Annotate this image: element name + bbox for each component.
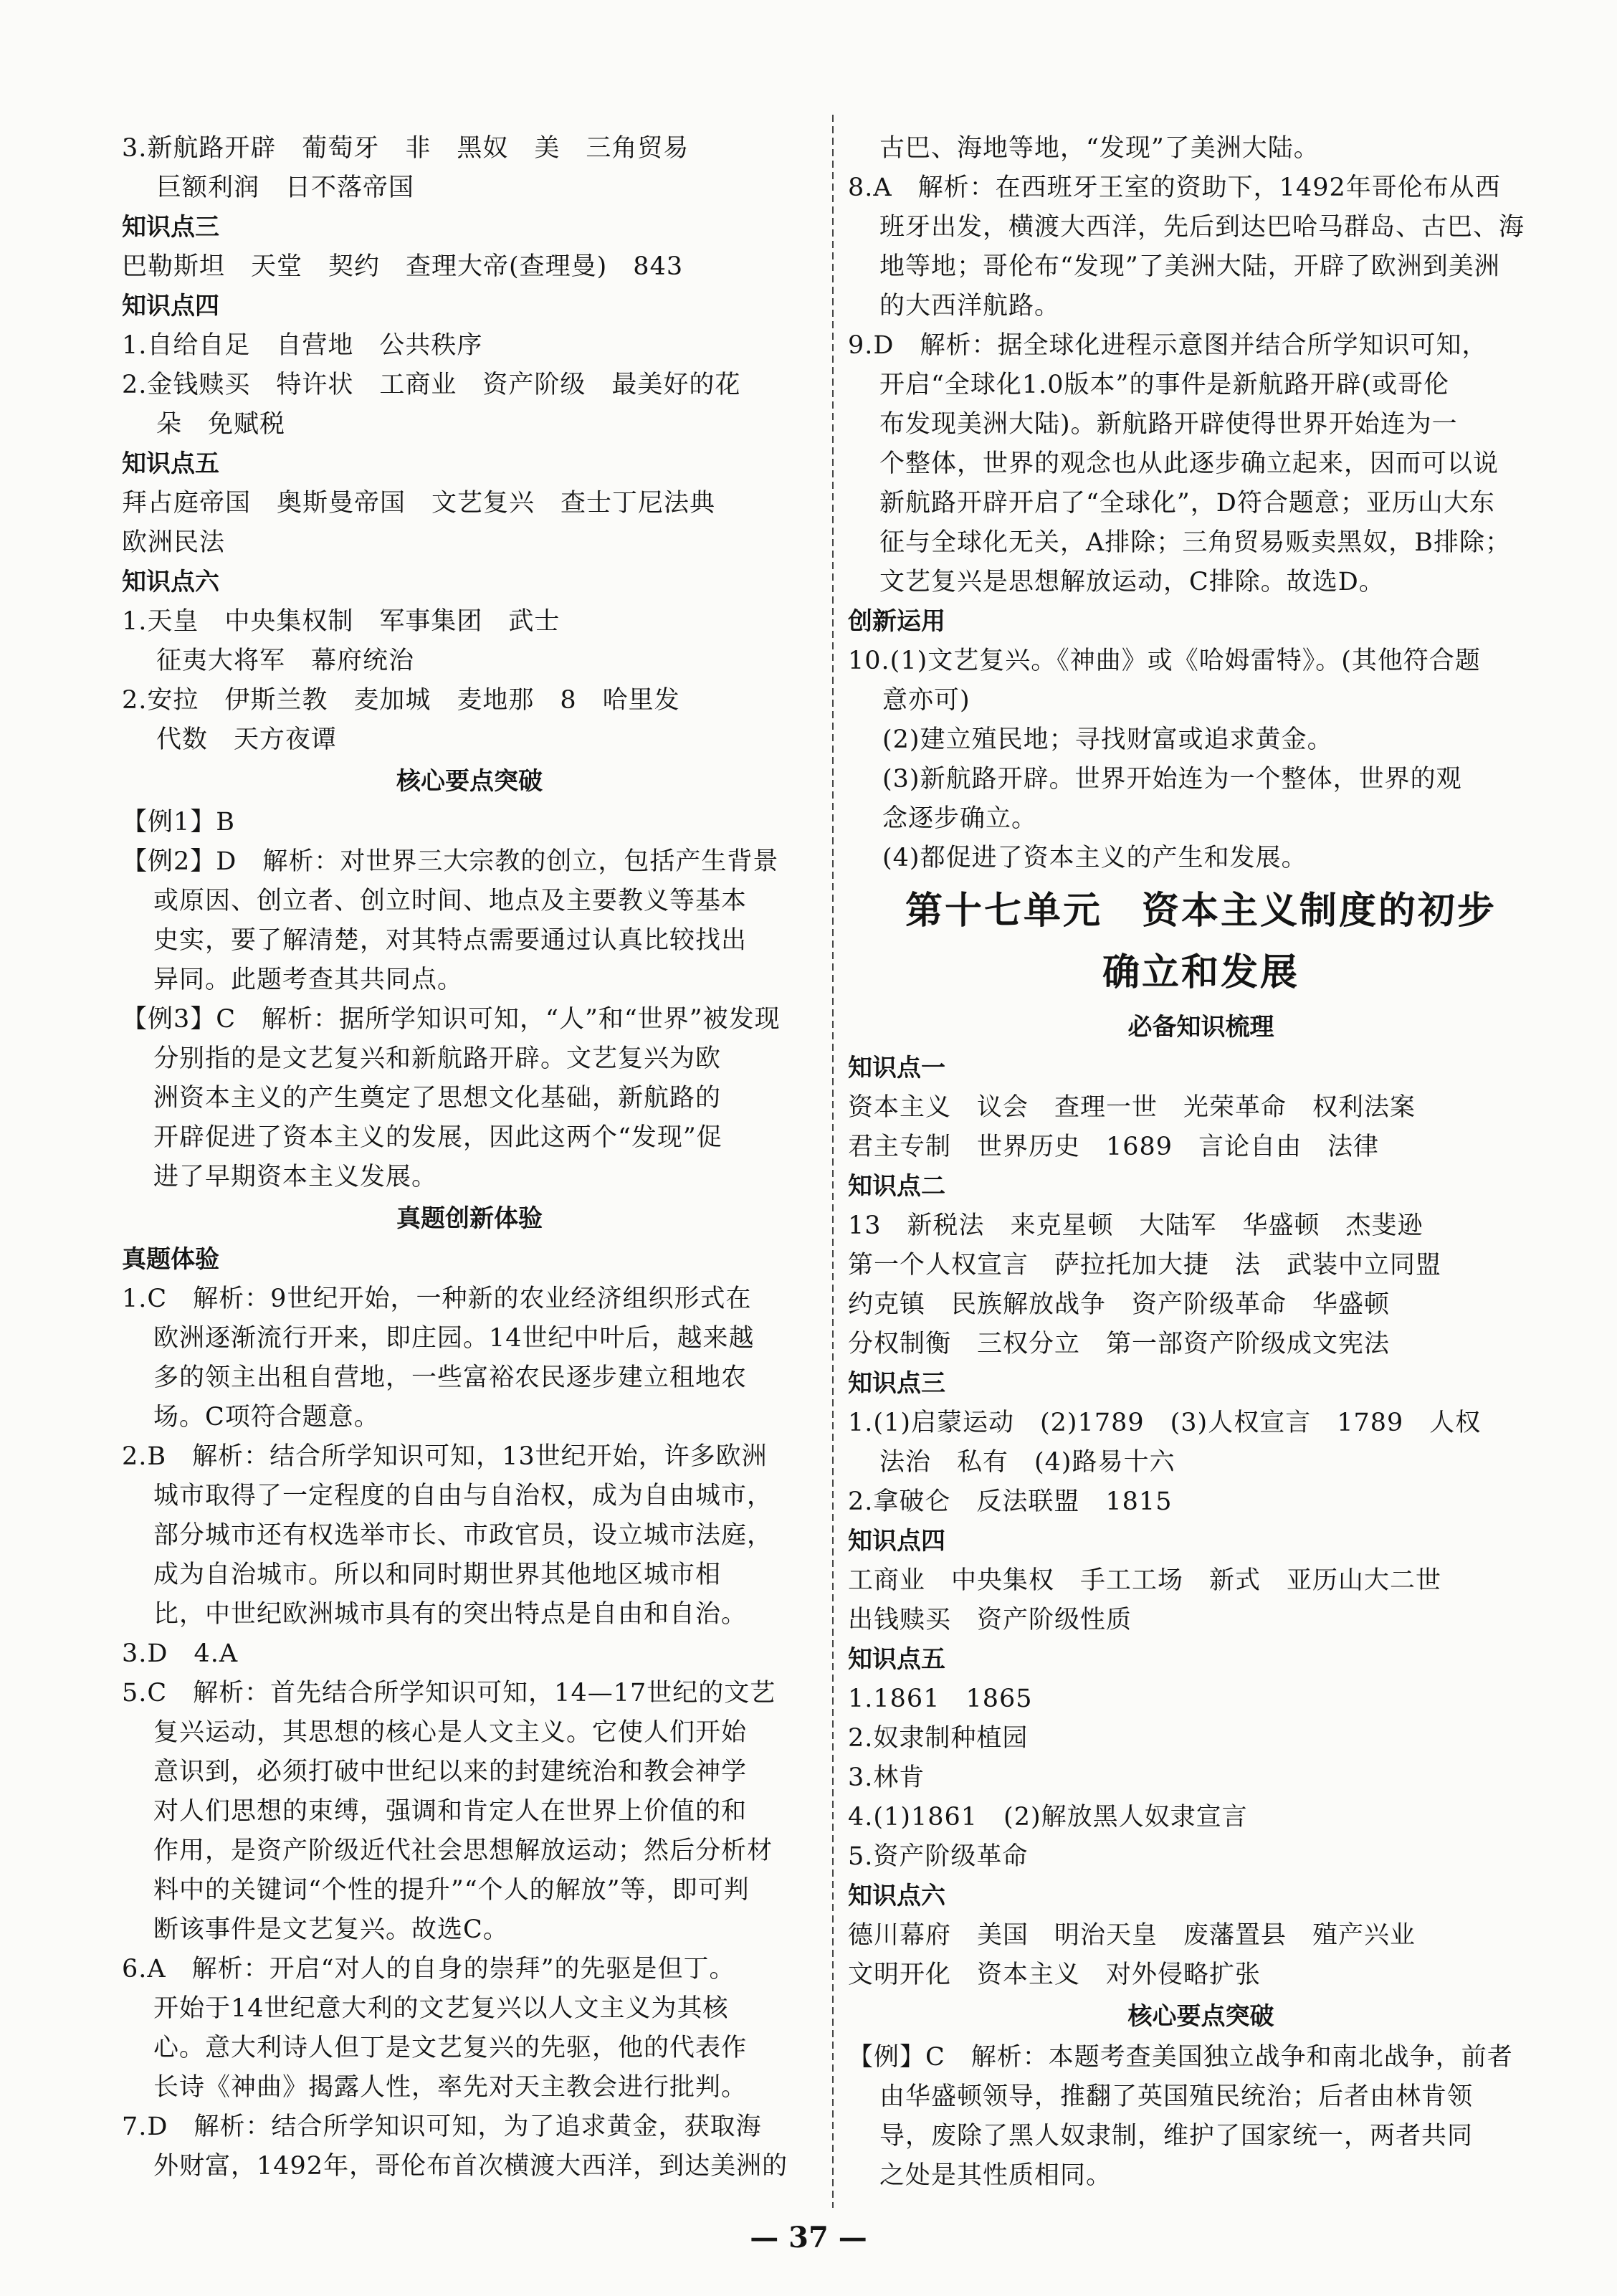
question-answer: 6.A 解析：开启“对人的自身的崇拜”的先驱是但丁。	[122, 1955, 735, 1983]
section-heading: 知识点六	[848, 1882, 945, 1910]
answer-line: 1.天皇 中央集权制 军事集团 武士	[122, 607, 561, 636]
answer-line: 文艺复兴是思想解放运动，C排除。故选D。	[879, 568, 1385, 596]
answer-line: 外财富，1492年，哥伦布首次横渡大西洋，到达美洲的	[153, 2152, 788, 2181]
section-heading: 知识点三	[848, 1369, 945, 1398]
answer-line: 古巴、海地等地，“发现”了美洲大陆。	[879, 134, 1320, 163]
question-answer: 10.(1)文艺复兴。《神曲》或《哈姆雷特》。(其他符合题	[848, 647, 1481, 675]
answer-line: 拜占庭帝国 奥斯曼帝国 文艺复兴 查士丁尼法典	[122, 489, 716, 518]
answer-line: 导，废除了黑人奴隶制，维护了国家统一，两者共同	[879, 2122, 1474, 2150]
answer-line: 巴勒斯坦 天堂 契约 查理大帝(查理曼) 843	[122, 252, 684, 281]
answer-line: 之处是其性质相同。	[879, 2161, 1112, 2190]
answer-line: 代数 天方夜谭	[156, 725, 338, 754]
answer-line: 巨额利润 日不落帝国	[156, 173, 415, 202]
answer-line: 1.1861 1865	[848, 1685, 1033, 1713]
answer-line: 复兴运动，其思想的核心是人文主义。它使人们开始	[153, 1718, 748, 1747]
section-heading: 知识点六	[122, 568, 219, 596]
question-answer: 9.D 解析：据全球化进程示意图并结合所学知识可知，	[848, 331, 1488, 360]
answer-line: 3.林肯	[848, 1763, 925, 1792]
question-answer: 1.C 解析：9世纪开始，一种新的农业经济组织形式在	[122, 1285, 752, 1313]
section-heading: 知识点一	[848, 1054, 945, 1082]
answer-line: 出钱赎买 资产阶级性质	[848, 1606, 1132, 1634]
answer-line: 工商业 中央集权 手工工场 新式 亚历山大二世	[848, 1566, 1442, 1595]
answer-line: 1.自给自足 自营地 公共秩序	[122, 331, 483, 360]
example-answer: 【例2】D 解析：对世界三大宗教的创立，包括产生背景	[122, 847, 779, 876]
answer-line: 料中的关键词“个性的提升”“个人的解放”等，即可判	[153, 1876, 750, 1905]
question-answer: 3.D 4.A	[122, 1639, 239, 1668]
answer-line: 征与全球化无关，A排除；三角贸易贩卖黑奴，B排除；	[879, 528, 1511, 557]
answer-line: 场。C项符合题意。	[153, 1403, 380, 1432]
answer-line: 作用，是资产阶级近代社会思想解放运动；然后分析材	[153, 1837, 773, 1865]
answer-line: 成为自治城市。所以和同时期世界其他地区城市相	[153, 1561, 722, 1589]
answer-line: 德川幕府 美国 明治天皇 废藩置县 殖产兴业	[848, 1921, 1416, 1950]
section-title: 必备知识梳理	[1127, 1013, 1274, 1042]
answer-line: 个整体，世界的观念也从此逐步确立起来，因而可以说	[879, 449, 1499, 478]
answer-line: 心。意大利诗人但丁是文艺复兴的先驱，他的代表作	[153, 2034, 748, 2062]
section-heading: 知识点四	[122, 292, 219, 320]
answer-line: 比，中世纪欧洲城市具有的突出特点是自由和自治。	[153, 1600, 748, 1629]
answer-line: 或原因、创立者、创立时间、地点及主要教义等基本	[153, 887, 748, 915]
answer-line: 部分城市还有权选举市长、市政官员，设立城市法庭，	[153, 1521, 773, 1550]
answer-line: 5.资产阶级革命	[848, 1842, 1029, 1871]
answer-line: 意识到，必须打破中世纪以来的封建统治和教会神学	[153, 1758, 748, 1786]
section-title: 真题创新体验	[396, 1204, 543, 1233]
answer-line: 进了早期资本主义发展。	[153, 1163, 438, 1191]
answer-line: 4.(1)1861 (2)解放黑人奴隶宣言	[848, 1803, 1248, 1831]
answer-line: 征夷大将军 幕府统治	[156, 647, 415, 675]
answer-line: 欧洲民法	[122, 528, 226, 557]
answer-line: 史实，要了解清楚，对其特点需要通过认真比较找出	[153, 926, 748, 955]
answer-line: 异同。此题考查其共同点。	[153, 966, 464, 994]
answer-line: (3)新航路开辟。世界开始连为一个整体，世界的观	[882, 765, 1462, 794]
unit-title-line1: 第十七单元 资本主义制度的初步	[905, 890, 1497, 933]
answer-line: 开辟促进了资本主义的发展，因此这两个“发现”促	[153, 1123, 722, 1152]
answer-line: 1.(1)启蒙运动 (2)1789 (3)人权宣言 1789 人权	[848, 1409, 1482, 1437]
section-title: 核心要点突破	[396, 767, 543, 796]
question-answer: 7.D 解析：结合所学知识可知，为了追求黄金，获取海	[122, 2112, 762, 2141]
answer-line: 2.安拉 伊斯兰教 麦加城 麦地那 8 哈里发	[122, 686, 680, 715]
answer-line: 布发现美洲大陆)。新航路开辟使得世界开始连为一	[879, 410, 1458, 439]
example-answer: 【例1】B	[122, 808, 235, 837]
left-column	[122, 129, 817, 2186]
answer-line: 法治 私有 (4)路易十六	[879, 1448, 1175, 1477]
section-heading: 知识点四	[848, 1527, 945, 1556]
answer-line: 分别指的是文艺复兴和新航路开辟。文艺复兴为欧	[153, 1044, 722, 1073]
section-title: 核心要点突破	[1127, 2002, 1274, 2031]
right-column	[848, 129, 1554, 2196]
answer-line: 文明开化 资本主义 对外侵略扩张	[848, 1961, 1261, 1989]
answer-line: 欧洲逐渐流行开来，即庄园。14世纪中叶后，越来越	[153, 1324, 755, 1353]
answer-line: 朵 免赋税	[156, 410, 286, 439]
answer-line: (4)都促进了资本主义的产生和发展。	[882, 844, 1307, 872]
answer-line: (2)建立殖民地；寻找财富或追求黄金。	[882, 725, 1333, 754]
question-answer: 5.C 解析：首先结合所学知识可知，14—17世纪的文艺	[122, 1679, 776, 1707]
answer-line: 资本主义 议会 查理一世 光荣革命 权利法案	[848, 1093, 1416, 1122]
question-answer: 2.B 解析：结合所学知识可知，13世纪开始，许多欧洲	[122, 1442, 768, 1471]
answer-line: 断该事件是文艺复兴。故选C。	[153, 1915, 509, 1944]
answer-line: 2.金钱赎买 特许状 工商业 资产阶级 最美好的花	[122, 371, 741, 399]
section-heading: 知识点三	[122, 213, 219, 242]
answer-line: 城市取得了一定程度的自由与自治权，成为自由城市，	[153, 1482, 773, 1510]
answer-line: 3.新航路开辟 葡萄牙 非 黑奴 美 三角贸易	[122, 134, 690, 163]
answer-line: 洲资本主义的产生奠定了思想文化基础，新航路的	[153, 1084, 722, 1113]
answer-line: 分权制衡 三权分立 第一部资产阶级成文宪法	[848, 1330, 1391, 1358]
answer-line: 由华盛顿领导，推翻了英国殖民统治；后者由林肯领	[879, 2082, 1474, 2111]
answer-line: 长诗《神曲》揭露人性，率先对天主教会进行批判。	[153, 2073, 748, 2102]
answer-line: 开始于14世纪意大利的文艺复兴以人文主义为其核	[153, 1994, 729, 2023]
section-heading: 真题体验	[122, 1245, 219, 1274]
section-heading: 知识点五	[122, 449, 219, 478]
answer-line: 的大西洋航路。	[879, 292, 1061, 320]
page-number: — 37 —	[750, 2221, 867, 2254]
answer-line: 对人们思想的束缚，强调和肯定人在世界上价值的和	[153, 1797, 748, 1826]
example-answer: 【例】C 解析：本题考查美国独立战争和南北战争，前者	[848, 2043, 1513, 2072]
answer-line: 地等地；哥伦布“发现”了美洲大陆，开辟了欧洲到美洲	[879, 252, 1500, 281]
answer-line: 意亦可)	[882, 686, 970, 715]
answer-line: 13 新税法 来克星顿 大陆军 华盛顿 杰斐逊	[848, 1211, 1423, 1240]
answer-line: 第一个人权宣言 萨拉托加大捷 法 武装中立同盟	[848, 1251, 1442, 1280]
example-answer: 【例3】C 解析：据所学知识可知，“人”和“世界”被发现	[122, 1005, 781, 1034]
answer-line: 2.奴隶制种植园	[848, 1724, 1029, 1753]
column-divider	[832, 115, 834, 2208]
section-heading: 创新运用	[848, 607, 945, 636]
answer-line: 新航路开辟开启了“全球化”，D符合题意；亚历山大东	[879, 489, 1495, 518]
answer-line: 念逐步确立。	[882, 804, 1038, 833]
answer-line: 2.拿破仑 反法联盟 1815	[848, 1487, 1173, 1516]
question-answer: 8.A 解析：在西班牙王室的资助下，1492年哥伦布从西	[848, 173, 1501, 202]
answer-line: 多的领主出租自营地，一些富裕农民逐步建立租地农	[153, 1363, 748, 1392]
section-heading: 知识点五	[848, 1645, 945, 1674]
answer-line: 约克镇 民族解放战争 资产阶级革命 华盛顿	[848, 1290, 1391, 1319]
answer-line: 开启“全球化1.0版本”的事件是新航路开辟(或哥伦	[879, 371, 1450, 399]
answer-line: 班牙出发，横渡大西洋，先后到达巴哈马群岛、古巴、海	[879, 213, 1525, 242]
answer-line: 君主专制 世界历史 1689 言论自由 法律	[848, 1133, 1380, 1161]
section-heading: 知识点二	[848, 1172, 945, 1201]
unit-title-line2: 确立和发展	[1102, 951, 1299, 994]
